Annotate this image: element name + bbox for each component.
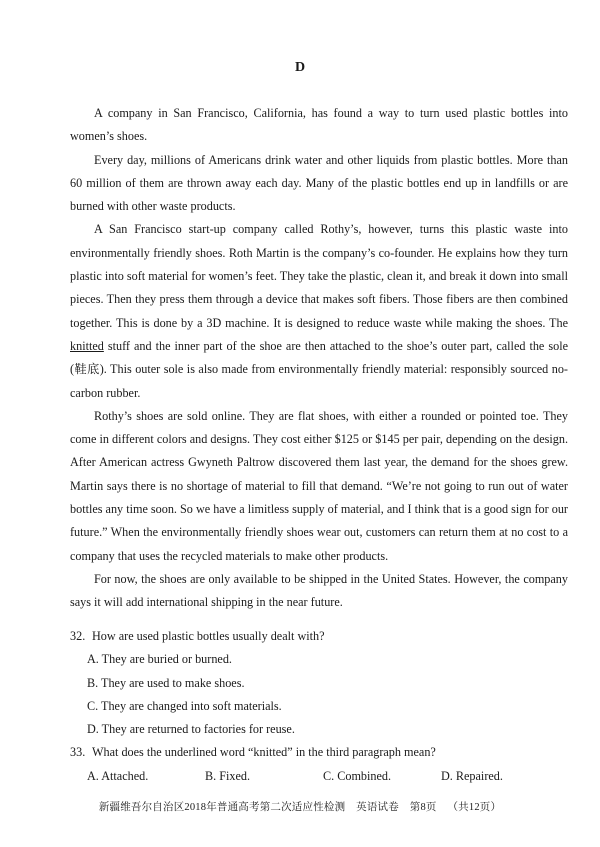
question-33-number: 33. bbox=[70, 745, 86, 760]
questions-section bbox=[70, 625, 568, 788]
section-heading: D bbox=[294, 60, 306, 75]
paragraph-3 bbox=[70, 218, 568, 404]
footer-total-pages: （共12页） bbox=[447, 802, 502, 813]
question-33-option-a: A. Attached. bbox=[87, 768, 149, 783]
question-33 bbox=[70, 741, 568, 788]
question-33-option-c: C. Combined. bbox=[323, 768, 392, 783]
page-footer bbox=[0, 799, 600, 814]
paragraph-1: A company in San Francisco, California, has found a way to turn used plastic bottles into women’s shoes. bbox=[70, 106, 568, 144]
question-32 bbox=[70, 625, 568, 741]
question-32-text: How are used plastic bottles usually dealt with? bbox=[92, 629, 325, 643]
footer-page-number: 第8页 bbox=[409, 802, 437, 813]
paragraph-2: Every day, millions of Americans drink water and other liquids from plastic bottles. More than 60 million of them are thrown away each day. Many of the plastic bottles end up in landfills or are burned with other waste products. bbox=[70, 152, 568, 214]
question-32-stem bbox=[70, 625, 568, 648]
question-32-option-d: D. They are returned to factories for reuse. bbox=[87, 722, 295, 737]
paragraph-5: For now, the shoes are only available to be shipped in the United States. However, the company says it will add international shipping in the near future. bbox=[70, 571, 568, 610]
question-33-stem bbox=[70, 741, 568, 764]
question-33-option-d: D. Repaired. bbox=[441, 768, 503, 783]
question-32-option-a: A. They are buried or burned. bbox=[87, 652, 232, 667]
reading-passage bbox=[70, 102, 568, 615]
paragraph-3-part-2: stuff and the inner part of the shoe are then attached to the shoe’s outer part, called the sole (鞋底). This outer sole is also made from environmentally friendly material: responsibly sourced no-carbon rubber. bbox=[70, 338, 568, 400]
footer-subject: 英语试卷 bbox=[356, 802, 399, 813]
question-33-option-b: B. Fixed. bbox=[205, 768, 251, 783]
paragraph-4: Rothy’s shoes are sold online. They are flat shoes, with either a rounded or pointed toe. They come in different colors and designs. They cost either $125 or $145 per pair, depending on the design. After American actress Gwyneth Paltrow discovered them last year, the demand for the shoes grew. Martin says there is no shortage of material to fill that demand. “We’re not going to run out of water bottles any time soon. So we have a limitless supply of material, and I think that is a good sign for our future.” When the environmentally friendly shoes wear out, customers can return them at no cost to a company that uses the recycled materials to make other products. bbox=[70, 408, 568, 563]
question-32-option-c: C. They are changed into soft materials. bbox=[87, 698, 282, 713]
footer-exam-title: 新疆维吾尔自治区2018年普通高考第二次适应性检测 bbox=[98, 802, 346, 813]
question-33-options bbox=[70, 765, 568, 788]
question-32-option-b: B. They are used to make shoes. bbox=[87, 675, 245, 690]
question-33-text: What does the underlined word “knitted” in the third paragraph mean? bbox=[92, 745, 436, 760]
question-32-number: 32. bbox=[70, 629, 86, 643]
underlined-word-knitted: knitted bbox=[70, 338, 104, 353]
paragraph-3-part-1: A San Francisco start-up company called Rothy’s, however, turns this plastic waste into environmentally friendly shoes. Roth Martin is the company’s co-founder. He explains how they turn plastic into soft material for women’s feet. They take the plastic, clean it, and break it down into small pieces. Then they press them through a device that makes soft fibers. Those fibers are then combined together. This is done by a 3D machine. It is designed to reduce waste while making the shoes. The bbox=[70, 222, 568, 330]
